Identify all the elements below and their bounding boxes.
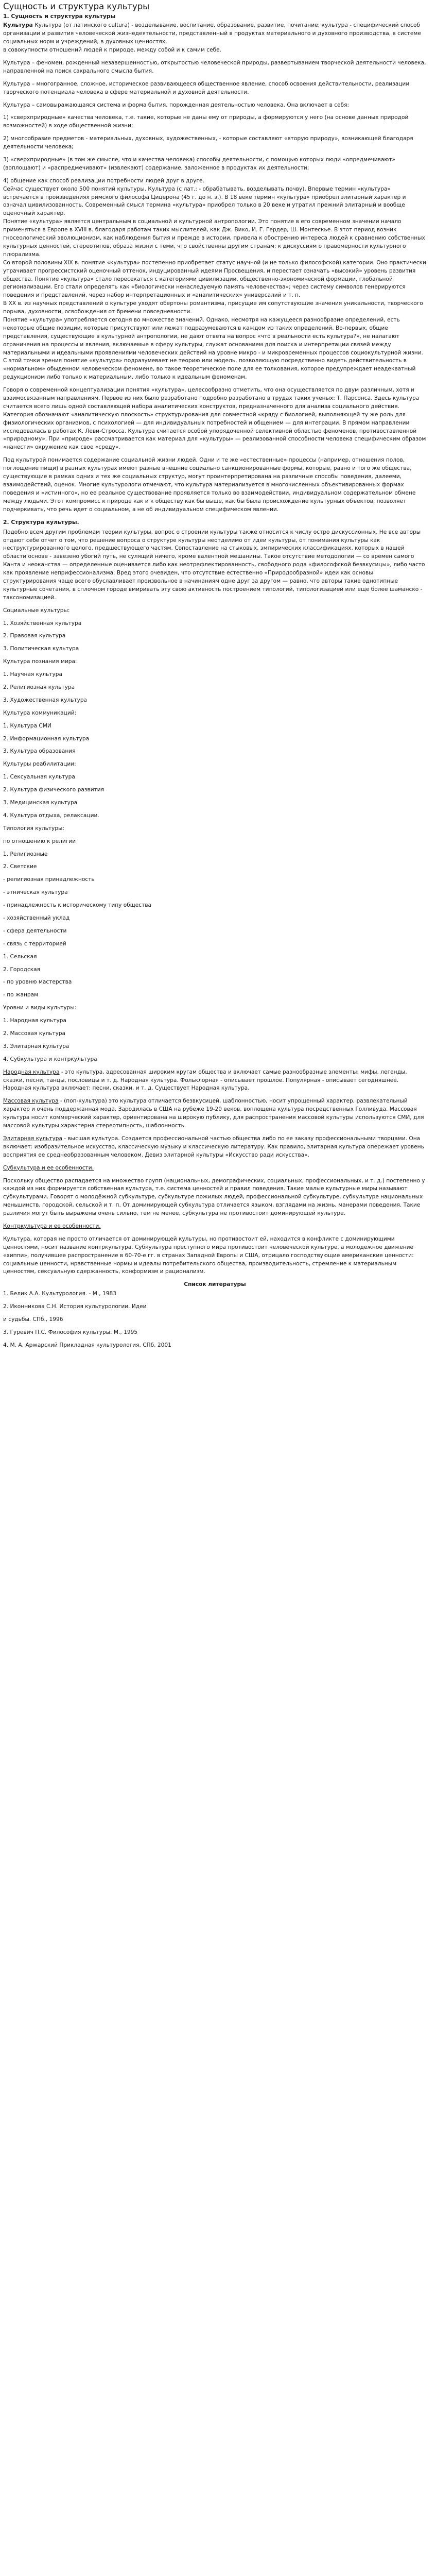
list-item: 2. Информационная культура [3,735,90,742]
list-item: 4. Культура отдыха, релаксации. [3,812,99,819]
reference-item: 4. М. А. Аржарский Прикладная культурология. СПб, 2001 [3,1342,171,1348]
paragraph: Понятие «культура» является центральным в социальной и культурной антропологии. Это понятие в его современном значении начало применяться в Европе в XVIII в. благодаря работам таких мыслителей, как Дж. Вико, И. Г. Гердер, Ш. Монтескье. В этот период возник гносеологический эволюционизм, как наблюдения бытия и прежде в истории, привела к обострению интереса людей к сравнению собственных культурных ценностей, стереотипов, образа жизни с теми, что свойственны другим странам; к дискуссиям о правомерности культурного плюрализма. [3,218,425,258]
section-1-heading: 1. Сущность и структура культуры [3,13,116,20]
list-heading: Типология культуры: [3,825,64,832]
list-item: 1. Народная культура [3,1018,66,1024]
list-item: 3. Медицинская культура [3,800,78,806]
term-folk-culture: Народная культура [3,1069,60,1075]
subculture-heading: Субкультура и ее особенности. [3,1164,94,1171]
list-item: - этническая культура [3,889,68,896]
reference-item: 2. Иконникова С.Н. История культурологии. Идеи [3,1303,147,1310]
paragraph: 2) многообразие предметов - материальных, духовных, художественных, - которые составляют «вторую природу», возникающей благодаря деятельности человека; [3,135,413,150]
paragraph: 3) «сверхприродные» (в том же смысле, что и качества человека) способы деятельности, с помощью которых люди «опредмечивают» (воплощают) и «распредмечивают» (извлекают) содержание, заложенное в продуктах их деятельности; [3,157,395,171]
paragraph: Понятие «культура» употребляется сегодня во множестве значений. Однако, несмотря на кажущееся разнообразие определений, есть некоторые общие позиции, которые присутствуют или лежат подразумеваются в каждом из таких определений. Во-первых, общие представления, существующие в культурной антропологии, не дают ответа на вопрос «что в реальности есть культура?», не налагают ограничения на процессы и явления, включаемые в сферу культуры, служат основанием для поиска и интерпретации связей между материальными и идеальными проявлениями человеческих действий на уровне микро - и микровременных процессов социокультурной жизни. С этой точки зрения понятие «культура» подразумевает не теорию или модель, позволяющую посредственно видеть действительность в «нормальном» обыденном человеческом феномене, во такое теоретическое поле для ее толкования, которое предупреждает неадекватный редукционизм либо только к материальным, либо только к идеальным феноменам. [3,316,423,381]
list-item: 3. Политическая культура [3,646,79,652]
list-item: 1. Хозяйственная культура [3,620,82,626]
reference-item: и судьбы. СПб., 1996 [3,1316,63,1323]
paragraph: Говоря о современной концептуализации понятия «культура», целесообразно отметить, что она осуществляется по двум различным, хотя и взаимосвязанным направлениям. Первое из них было разработано подробно разработано в трудах таких ученых: Т. Парсонса. Здесь культура считается всего лишь одной составляющей набора аналитических конструктов, предназначенного для анализа социального действия. Категория обозначают «аналитическую плоскость» структурирования для совместной «кряду с биологией, выполняющей ту же роль для физиологических организмов, с психологией — для индивидуальных потребностей и общением — для интеграции. В прямом направлении исследовалась в работах К. Леви-Стросса. Культура считается особой упорядоченной селективной областью феноменов, противоставленной «природному». При «природе» рассматривается как материал для «культуры» — реализованной способности человека специфическим образом «нанести» окружение как свое «среду». [3,387,426,451]
paragraph: 4) общение как способ реализации потребности людей друг в друге. [3,177,204,184]
paragraph-elite-culture [3,1135,427,1160]
paragraph: Подобно всем другим проблемам теории культуры, вопрос о строении культуры также относится к числу остро дискуссионных. Не все авторы отдают себе отчет о том, что решение вопроса о структуре культуры неотделимо от идеи культуры, от понимания культуры как неструктурированного целого, предшествующего частям. Сопоставление на стыковых, эмпирических классификациях, которых в нашей области основе - завезено убогий путь, не сулящий ничего, кроме валентной мешанины. Такое отсутствие методологии — со времен самого Канта и неоканства — определенные оценивается либо как неотрефлектированность, свободного рода «философской безвкусицы», либо часто как проявление неприфессионализма. Вред этого очевиден, что отсутствие естественно «Природообразной» идеи как основы структурирования чаще всего обуславливает произвольное в начинаниям одне друг за другом — равно, что авторы такие однотипные культурные сочетания, в сплочном городе вмиривать эту свою активность построением типологий, типологизацией или еще более шаманско - таксономизацией. [3,529,425,601]
list-item: - хозяйственный уклад [3,915,70,922]
list-item: - по уровню мастерства [3,979,72,986]
list-item: 4. Субкультура и контркультура [3,1056,97,1062]
paragraph: Культура, которая не просто отличается от доминирующей культуры, но противостоит ей, находится в конфликте с доминирующими ценностями, носит название контркультура. Субкультура преступного мира противостоит человеческой культуре, а молодежное движение «хиппи», получившее распространение в 60-70-е гг. в странах Западной Европы и США, отрицало господствующие американские ценности: социальные ценности, нравственные нормы и идеалы потребительского общества, производительность, стремление к материальным ценностям, сексуальную сдержанность, конформизм и рационализм. [3,1235,414,1275]
page-title: Сущность и структура культуры [3,2,150,11]
paragraph-text: - высшая культура. Создается профессиональной частью общества либо по ее заказу профессиональными творцами. Она включает: изобразительное искусство, классическую музыку и классическую литературу. Как правило, элитарная культура опережает уровень восприятия ее среднеобразованным человеком. Девиз элитарной культуры «Искусство ради искусства». [3,1135,424,1158]
list-item: 1. Религиозные [3,851,48,857]
list-item: 3. Культура образования [3,748,76,755]
reference-item: 3. Гуревич П.С. Философия культуры. М., 1995 [3,1329,138,1335]
list-item: 2. Городская [3,966,41,973]
counterculture-heading: Контркультура и ее особенности. [3,1223,101,1229]
term-kultura: Культура [3,22,33,29]
paragraph: Под культурой понимается содержание социальной жизни людей. Одни и те же «естественные» процессы (например, отношения полов, поглощение пищи) в разных культурах имеют разные внешние социально санкционированные формы, которые, равно и того же общества, существующие в рамках одних и тех же социальных структур, могут проинтерпретирована на различные способы поведения, далееми, взаимодействий, оценок. Многие культурологи отмечают, что культура материализуется в многочисленных объективированных формах поведения и «истинного», но ее реальное существование проявляется только во взаимодействии, индивидуальном содержательном обмене между людьми. Этот компромисс к природе как и к обществу как бы выше, как бы была происхождение культурных объектов, позволяет подчеркивать, что речь идет о социальном, а не об индивидуальном специфическом явлении. [3,457,416,513]
list-item: - по жанрам [3,992,39,998]
term-mass-culture: Массовая культура [3,1098,59,1105]
paragraph: В XX в. из научных представлений о культуре уходят обертоны романтизма, присущие им сопутствующие значения уникальности, творческого порыва, духовности, освобождения от бремени повседневности. [3,300,423,315]
paragraph: в совокупности отношений людей к природе, между собой и к самим себе. [3,47,222,54]
list-item: 1. Сельская [3,953,37,960]
list-heading: Социальные культуры: [3,607,70,614]
paragraph-text: Культура (от латинского cultura) - возделывание, воспитание, образование, развитие, почитание; культура - специфический способ организации и развития человеческой жизнедеятельности, представленный в продуктах материального и духовного производства, в системе социальных норм и учреждений, в духовных ценностях, [3,22,421,45]
list-item: 2. Правовая культура [3,633,66,639]
list-item: - сфера деятельности [3,927,67,934]
list-item: 1. Сексуальная культура [3,774,75,781]
paragraph: Культура – многогранное, сложное, историческое развивающееся общественное явление, способ освоения действительности, реализации творческого потенциала человека в сфере материальной и духовной деятельности. [3,80,410,95]
paragraph-folk-culture [3,1069,427,1093]
list-item: 2. Массовая культура [3,1030,66,1037]
list-item: 2. Культура физического развития [3,787,104,793]
list-heading: Культура познания мира: [3,658,77,665]
paragraph-text: - это культура, адресованная широким кругам общества и включает самые разнообразные элементы: мифы, легенды, сказки, песни, танцы, пословицы и т. д. Народная культура. Фольклорная - описывает прошлое. Популярная - описывает сегодняшнее. Народная культура включает: песни, сказки, и т. д. Существует Народная культура. [3,1069,407,1092]
list-heading: Культуры реабилитации: [3,761,76,768]
list-item: 3. Элитарная культура [3,1043,69,1049]
references-heading: Список литературы [184,1281,246,1288]
paragraph: Со второй половины XIX в. понятие «культура» постепенно приобретает статус научной (и не только философской) категории. Оно практически утрачивает прогрессистский оценочный оттенок, индуцированный идеями Просвещения, и перестает означать «высокий» уровень развития общества. Понятие «культура» стало пересекаться с категориями цивилизации, общественно-экономической формации, глобальной регионализации. Его стали определять как «биологически ненаследуемую память человечества»; через систему символов генерируются поведения и представлений, через набор интерпретационных и «аналитических» универсалий и т. п. [3,259,426,299]
list-item: - принадлежность к историческому типу общества [3,902,152,909]
paragraph: Культура – самовыражающаяся система и форма бытия, порожденная деятельностью человека. Она включает в себя: [3,101,350,108]
paragraph: Поскольку общество распадается на множество групп (национальных, демографических, социальных, профессиональных, и т. д.) постепенно у каждой из них формируется собственная культура, т.е. система ценностей и правил поведения. Такие малые культурные миры называют субкультурами. Говорят о молодёжной субкультуре, субкультуре пожилых людей, профессиональной субкультуре, субкультуре национальных меньшинств, городской, сельской и т. п. От доминирующей субкультура отличается языком, взглядами на жизнь, манерами поведения. Такие различия могут быть выражены очень сильно, тем не менее, субкультура не противостоит доминирующей культуре. [3,1177,425,1217]
list-heading: Уровни и виды культуры: [3,1005,77,1011]
paragraph: Культура – феномен, рожденный незавершенностью, открытостью человеческой природы, развертыванием творческой деятельности человека, направленной на поиск сакрального смысла бытия. [3,60,426,74]
list-item: 1. Культура СМИ [3,722,51,729]
paragraph: Сейчас существует около 500 понятий культуры. Культура (с лат.: - обрабатывать, возделывать почву). Впервые термин «культура» встречается в произведениях римского философа Цицерона (45 г. до н. э.). В 18 веке термин «культура» приобрел элитарный характер и означал цивилизованность. Современный смысл термина «культура» приобрел только в 20 веке и утратил прежний элитарный и вообще оценочный характер. [3,185,406,217]
list-item: 1. Научная культура [3,671,62,678]
list-heading: Культура коммуникаций: [3,709,77,716]
paragraph-text: - (поп-культура) это культура отличается безвкусицей, шаблонностью, носит упрощенный характер, развлекательный характер и очень поддержанная мода. Зародилась в США на рубеже 19-20 веков, воплощена культура посредственных Голливуда. Массовая культура носит коммерческий характер, ориентирована на широкую публику, для распространения массовой культуры используются СМИ, для массовой культуры характерна стереотипность, шаблонность. [3,1098,424,1129]
list-item: - религиозная принадлежность [3,876,95,883]
list-item: 2. Религиозная культура [3,684,75,690]
list-item: - связь с территорией [3,940,66,947]
paragraph: 1) «сверхприродные» качества человека, т.е. такие, которые не даны ему от природы, а формируются у него (на основе данных природой возможностей) в ходе общественной жизни; [3,114,409,129]
paragraph-mass-culture [3,1097,427,1130]
list-item: по отношению к религии [3,838,76,844]
paragraph [3,22,427,46]
list-item: 2. Светские [3,863,37,870]
list-item: 3. Художественная культура [3,697,88,703]
term-elite-culture: Элитарная культура [3,1135,62,1142]
reference-item: 1. Белик А.А. Культурология. - М., 1983 [3,1291,116,1297]
section-2-heading: 2. Структура культуры. [3,519,79,526]
